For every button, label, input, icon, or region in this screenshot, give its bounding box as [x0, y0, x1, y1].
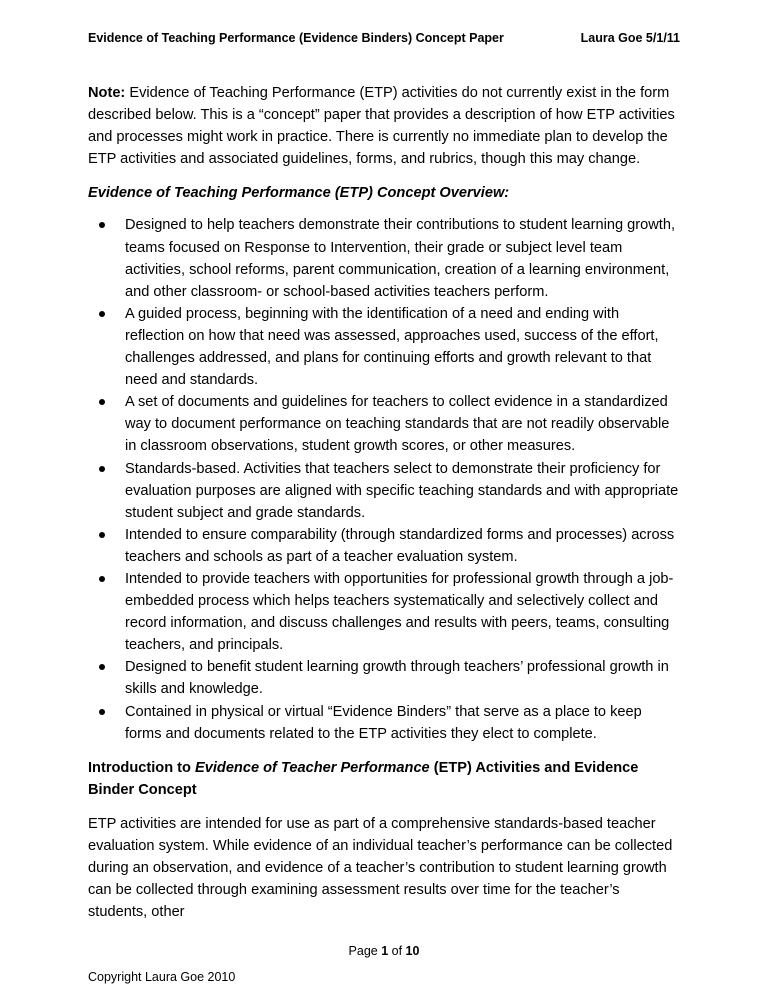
bullet-icon	[99, 311, 105, 317]
introduction-heading-prefix: Introduction to	[88, 759, 195, 776]
bullet-icon	[99, 399, 105, 405]
bullet-text: Intended to provide teachers with opportunities for professional growth through a job-embedded process which helps teachers systematically and selectively collect and record information, and discuss challenges and results with peers, teams, consulting teachers, and principals.	[125, 570, 674, 654]
page-number-current: 1	[381, 944, 389, 958]
note-label: Note:	[88, 85, 126, 101]
bullet-item	[88, 656, 682, 700]
bullet-item	[88, 303, 682, 391]
bullet-icon	[99, 222, 105, 228]
introduction-heading-suffix: (ETP) Activities and Evidence Binder Concept	[88, 759, 639, 798]
bullet-icon	[99, 466, 105, 472]
copyright-notice: Copyright Laura Goe 2010	[88, 970, 236, 984]
bullet-icon	[99, 532, 105, 538]
bullet-icon	[99, 709, 105, 715]
page-number	[0, 944, 768, 958]
bullet-text: Intended to ensure comparability (through standardized forms and processes) across teachers and schools as part of a teacher evaluation system.	[125, 526, 675, 565]
page-number-total: 10	[405, 944, 420, 958]
page-number-of: of	[388, 944, 406, 958]
overview-bullet-list	[88, 214, 682, 744]
bullet-text: A guided process, beginning with the identification of a need and ending with reflection on how that need was assessed, approaches used, success of the effort, challenges addressed, and plans for continuing efforts and growth relevant to that need and standards.	[125, 305, 659, 389]
note-text: Evidence of Teaching Performance (ETP) activities do not currently exist in the form described below. This is a “concept” paper that provides a description of how ETP activities and processes might work in practice. There is currently no immediate plan to develop the ETP activities and associated guidelines, forms, and rubrics, though this may change.	[88, 85, 675, 168]
bullet-text: Standards-based. Activities that teachers select to demonstrate their proficiency for evaluation purposes are aligned with specific teaching standards and with appropriate student subject and grade standards.	[125, 460, 679, 521]
introduction-heading-italic: Evidence of Teacher Performance	[195, 759, 430, 776]
introduction-heading	[88, 757, 682, 801]
bullet-text: Contained in physical or virtual “Evidence Binders” that serve as a place to keep forms and documents related to the ETP activities they elect to complete.	[125, 703, 642, 742]
bullet-text: Designed to benefit student learning growth through teachers’ professional growth in skills and knowledge.	[125, 659, 669, 698]
page-header	[88, 30, 680, 46]
bullet-icon	[99, 664, 105, 670]
bullet-item	[88, 701, 682, 745]
bullet-item	[88, 391, 682, 457]
bullet-icon	[99, 576, 105, 582]
bullet-item	[88, 524, 682, 568]
bullet-item	[88, 568, 682, 656]
bullet-item	[88, 458, 682, 524]
overview-heading: Evidence of Teaching Performance (ETP) Concept Overview:	[88, 185, 510, 202]
bullet-item	[88, 214, 682, 302]
page-number-prefix: Page	[348, 944, 382, 958]
header-author-date: Laura Goe 5/1/11	[580, 31, 680, 45]
page-content	[88, 82, 682, 935]
bullet-text: A set of documents and guidelines for teachers to collect evidence in a standardized way to document performance on teaching standards that are not readily observable in classroom observations, student growth scores, or other measures.	[125, 394, 670, 455]
introduction-paragraph: ETP activities are intended for use as part of a comprehensive standards-based teacher evaluation system. While evidence of an individual teacher’s performance can be collected during an observation, and evidence of a teacher’s contribution to student learning growth can be collected through examining assessment results over time for the teacher’s students, other	[88, 815, 673, 921]
bullet-text: Designed to help teachers demonstrate their contributions to student learning growth, teams focused on Response to Intervention, their grade or subject level team activities, school reforms, parent communication, creation of a learning environment, and other classroom- or school-based activities teachers perform.	[125, 217, 676, 300]
note-paragraph	[88, 82, 682, 170]
header-title: Evidence of Teaching Performance (Evidence Binders) Concept Paper	[88, 31, 504, 45]
